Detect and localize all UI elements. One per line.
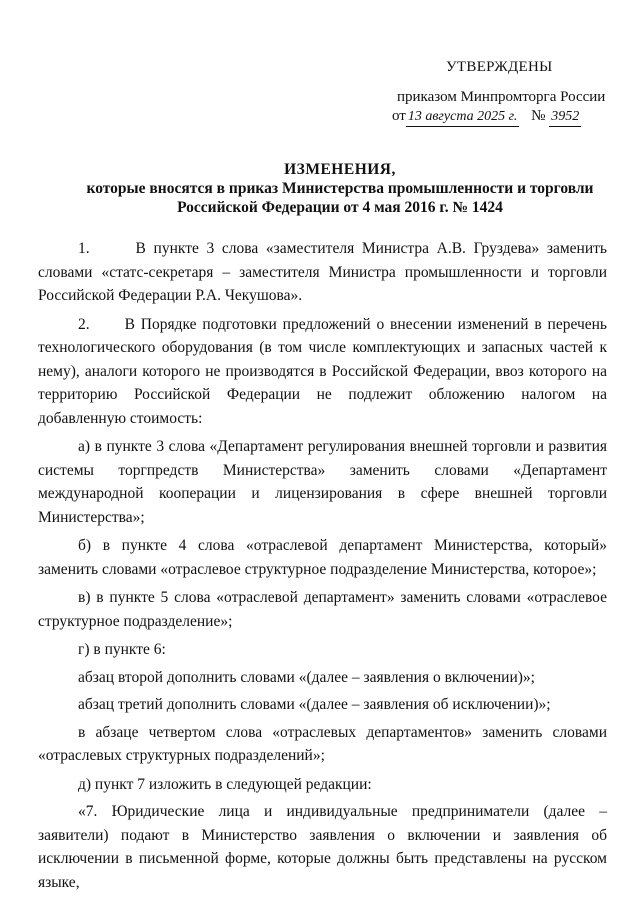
document-body bbox=[38, 237, 607, 899]
heading-title: ИЗМЕНЕНИЯ, bbox=[284, 161, 396, 178]
heading-subtitle-line-2: Российской Федерации от 4 мая 2016 г. № 1424 bbox=[177, 199, 503, 216]
paragraph: «7. Юридические лица и индивидуальные предприниматели (далее – заявители) подают в Министерство заявления о включении и заявления об исключении в письменной форме, которые должны быть представлены на русском языке, bbox=[38, 803, 607, 891]
paragraph: 2. В Порядке подготовки предложений о внесении изменений в перечень технологического оборудования (в том числе комплектующих и запасных частей к нему), аналоги которого не производятся в Российской Федерации, ввоз которого на территорию Российской Федерации не подлежит обложению налогом на добавленную стоимость: bbox=[38, 315, 607, 427]
approval-title: УТВЕРЖДЕНЫ bbox=[446, 59, 553, 75]
paragraph: абзац третий дополнить словами «(далее – заявления об исключении)»; bbox=[78, 696, 551, 713]
approval-date-line bbox=[384, 107, 614, 127]
date-prefix: от bbox=[392, 108, 406, 124]
approval-issuer: приказом Минпромторга России bbox=[397, 89, 606, 105]
paragraph: абзац второй дополнить словами «(далее – заявления о включении)»; bbox=[78, 668, 535, 686]
paragraph: в) в пункте 5 слова «отраслевой департамент» заменить словами «отраслевое структурное подразделение»; bbox=[38, 589, 607, 630]
handwritten-number: 3952 bbox=[549, 107, 581, 127]
paragraph: б) в пункте 4 слова «отраслевой департамент Министерства, который» заменить словами «отраслевое структурное подразделение Министерства, которое»; bbox=[38, 537, 607, 578]
number-label: № bbox=[531, 108, 546, 124]
handwritten-date: 13 августа 2025 г. bbox=[406, 107, 520, 127]
approval-stamp bbox=[384, 58, 614, 127]
heading-subtitle-line-1: которые вносятся в приказ Министерства промышленности и торговли bbox=[86, 180, 594, 197]
paragraph: д) пункт 7 изложить в следующей редакции: bbox=[78, 775, 372, 793]
paragraph: а) в пункте 3 слова «Департамент регулирования внешней торговли и развития системы торгпредств Министерства» заменить словами «Департамент международной кооперации и лицензирования в сфере внешней торговли Министерства»; bbox=[38, 438, 607, 526]
document-heading bbox=[40, 160, 640, 217]
paragraph: в абзаце четвертом слова «отраслевых департаментов» заменить словами «отраслевых структурных подразделений»; bbox=[38, 723, 607, 764]
paragraph: 1. В пункте 3 слова «заместителя Министра А.В. Груздева» заменить словами «статс-секретаря – заместителя Министра промышленности и торговли Российской Федерации Р.А. Чекушова». bbox=[38, 240, 607, 304]
paragraph: г) в пункте 6: bbox=[78, 641, 166, 658]
